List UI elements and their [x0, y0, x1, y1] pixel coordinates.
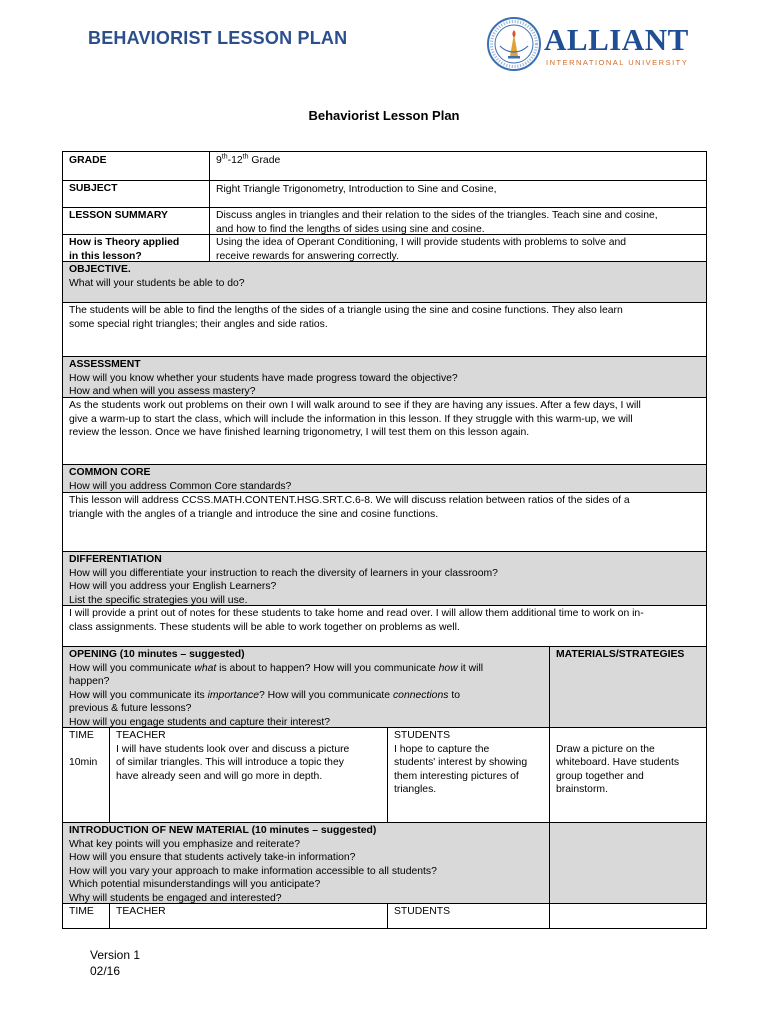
opening-teacher-cell: TEACHER I will have students look over and discuss a picture of similar triangles. This will introduce a topic they have already seen and will go more in depth. [109, 727, 387, 822]
intro-students-cell: STUDENTS [387, 903, 549, 928]
theory-label: How is Theory applied in this lesson? [63, 234, 209, 261]
lesson-summary-label: LESSON SUMMARY [63, 207, 209, 234]
common-core-answer: This lesson will address CCSS.MATH.CONTENT.HSG.SRT.C.6-8. We will discuss relation between ratios of the sides of a triangle with the angles of a triangle and introduce the sine and cosine functions. [63, 492, 706, 551]
intro-teacher-cell: TEACHER [109, 903, 387, 928]
grade-label: GRADE [69, 155, 107, 166]
lesson-summary-value: Discuss angles in triangles and their relation to the sides of the triangles. Teach sine and cosine, and how to find the lengths of sides using sine and cosine. [209, 207, 706, 234]
logo-name: ALLIANT [544, 22, 689, 57]
objective-answer: The students will be able to find the lengths of the sides of a triangle using the sine and cosine functions. They also learn some special right triangles; their angles and side ratios. [63, 302, 706, 356]
university-seal-icon [486, 16, 542, 72]
materials-strategies-header: MATERIALS/STRATEGIES [549, 646, 706, 727]
page-header-title: BEHAVIORIST LESSON PLAN [88, 28, 348, 48]
differentiation-section-header: DIFFERENTIATION How will you differentiate your instruction to reach the diversity of learners in your classroom? How will you address your English Learners? List the specific strategies you will use. [63, 551, 706, 605]
intro-section-header: INTRODUCTION OF NEW MATERIAL (10 minutes – suggested) What key points will you emphasize and reiterate? How will you ensure that students actively take-in information? How will you vary your approach to make information accessible to all students? Which potential misunderstandings will you anticipate? Why will students be engaged and interested? [63, 822, 549, 903]
opening-section-header: OPENING (10 minutes – suggested) How will you communicate what is about to happen? How will you communicate how it will happen? How will you communicate its importance? How will you communicate connections to previous & future lessons? How will you engage students and capture their interest? [63, 646, 549, 727]
assessment-section-header: ASSESSMENT How will you know whether your students have made progress toward the objective? How and when will you assess mastery? [63, 356, 706, 397]
differentiation-answer: I will provide a print out of notes for these students to take home and read over. I will allow them additional time to work on in- class assignments. These students will be able to work together on problems as well. [63, 605, 706, 646]
lesson-plan-table [62, 151, 707, 929]
objective-section-header: OBJECTIVE. What will your students be able to do? [63, 261, 706, 302]
logo-subtitle: INTERNATIONAL UNIVERSITY [546, 58, 689, 67]
grade-value: 9th-12th Grade [209, 152, 706, 180]
intro-time-cell: TIME [63, 903, 109, 928]
subject-value: Right Triangle Trigonometry, Introduction to Sine and Cosine, [209, 180, 706, 207]
assessment-answer: As the students work out problems on their own I will walk around to see if they are having any issues. After a few days, I will give a warm-up to start the class, which will include the information in this lesson. If they struggle with this warm-up, we will review the lesson. Once we have finished learning trigonometry, I will test them on this lesson again. [63, 397, 706, 464]
opening-materials-cell: Draw a picture on the whiteboard. Have students group together and brainstorm. [549, 727, 706, 822]
intro-materials-header [549, 822, 706, 903]
opening-students-cell: STUDENTS I hope to capture the students' interest by showing them interesting pictures of triangles. [387, 727, 549, 822]
common-core-section-header: COMMON CORE How will you address Common Core standards? [63, 464, 706, 492]
alliant-logo [486, 16, 696, 74]
opening-time-cell: TIME 10min [63, 727, 109, 822]
version-footer: Version 1 02/16 [90, 948, 141, 978]
subject-label: SUBJECT [63, 180, 209, 207]
theory-value: Using the idea of Operant Conditioning, I will provide students with problems to solve and receive rewards for answering correctly. [209, 234, 706, 261]
intro-materials-cell [549, 903, 706, 928]
document-title: Behaviorist Lesson Plan [308, 108, 460, 123]
